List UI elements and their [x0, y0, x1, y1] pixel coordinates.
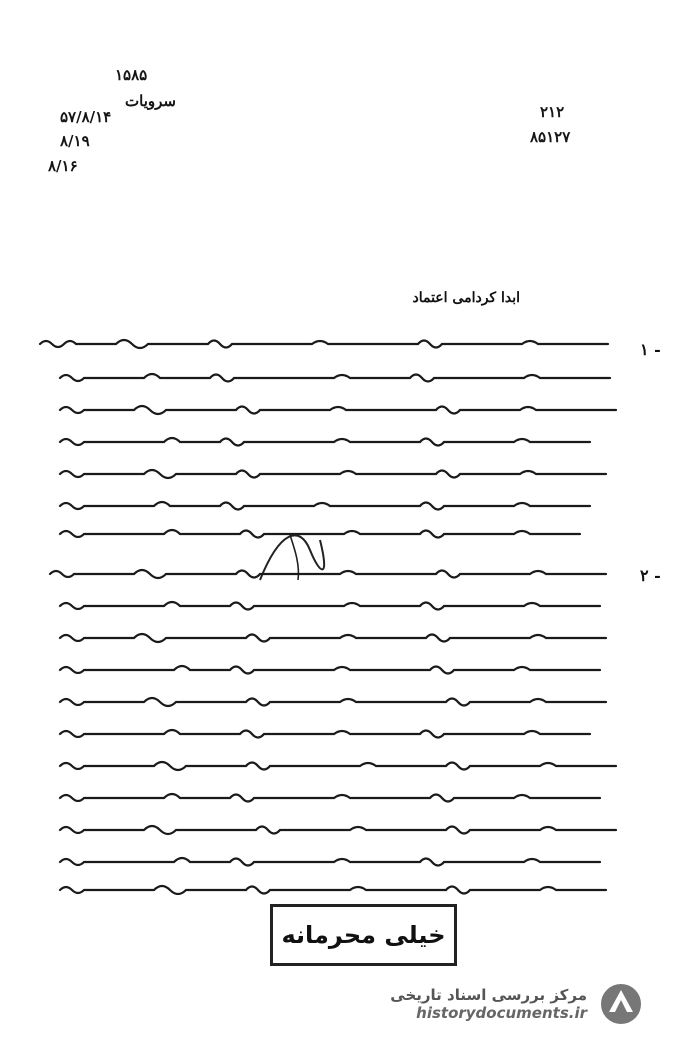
- reference-code: ۸۵۱۲۷: [530, 128, 571, 146]
- paragraph-2-handwriting: [30, 560, 645, 895]
- document-label: سرویات: [125, 92, 176, 110]
- reference-number: ۲۱۲: [540, 103, 565, 121]
- salutation: ابدا کردامی اعتماد: [412, 290, 520, 306]
- watermark-logo: [390, 980, 645, 1028]
- paragraph-1-handwriting: [30, 330, 645, 540]
- watermark-url: historydocuments.ir: [416, 1004, 587, 1022]
- second-date: ۸/۱۹: [60, 132, 90, 150]
- watermark-name: مرکز بررسی اسناد تاریخی: [390, 986, 587, 1004]
- archive-logo-icon: [597, 980, 645, 1028]
- item-2-marker: ۲ -: [640, 566, 661, 585]
- classification-stamp: [270, 904, 457, 966]
- stamp-text: خیلی محرمانه: [281, 921, 446, 949]
- item-1-marker: ۱ -: [640, 340, 661, 359]
- document-date: ۵۷/۸/۱۴: [60, 108, 112, 126]
- watermark-text: [390, 986, 587, 1022]
- document-number: ۱۵۸۵: [115, 66, 148, 84]
- third-date: ۸/۱۶: [48, 157, 78, 175]
